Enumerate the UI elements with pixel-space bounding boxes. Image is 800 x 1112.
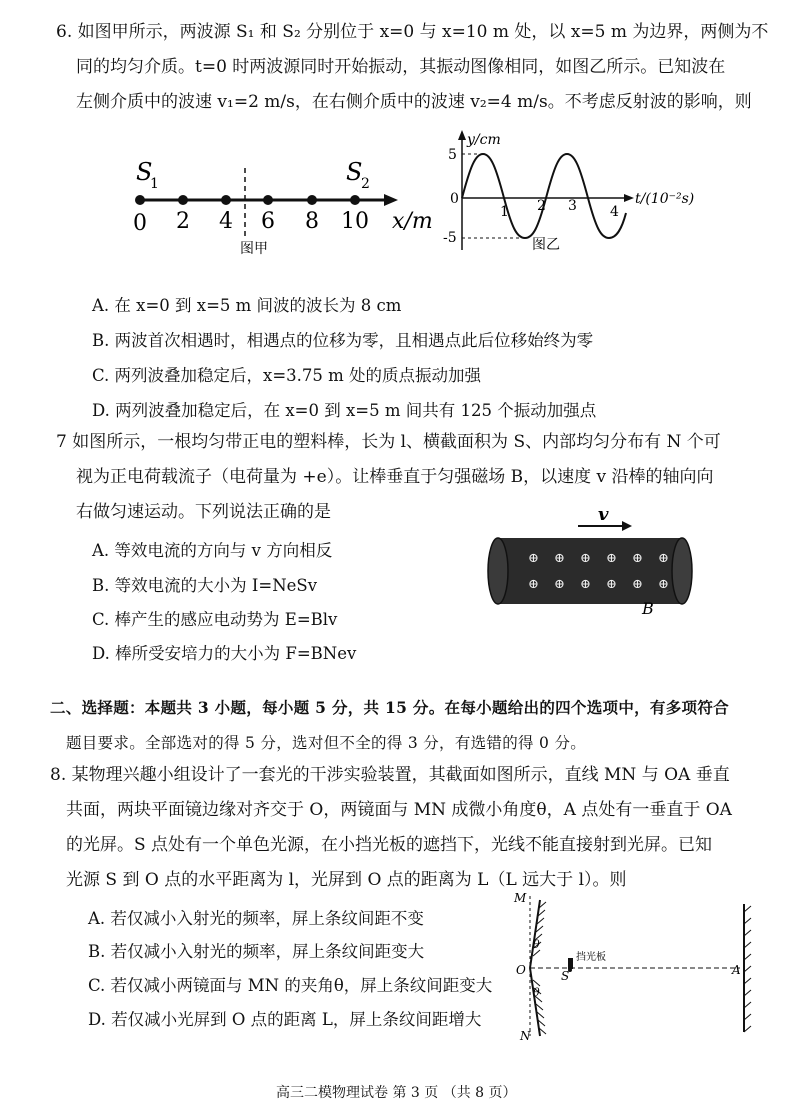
q6-option-d: D. 两列波叠加稳定后，在 x=0 到 x=5 m 间共有 125 个振动加强点 (92, 401, 597, 420)
t-tick-1: 1 (500, 204, 509, 220)
charge-symbol: ⊕ (580, 577, 591, 592)
q8-option-c: C. 若仅减小两镜面与 MN 的夹角θ，屏上条纹间距变大 (88, 976, 493, 995)
s2-label: S (346, 158, 363, 186)
section2-line-2: 题目要求。全部选对的得 5 分，选对但不全的得 3 分，有选错的得 0 分。 (66, 734, 587, 752)
q8-line-3: 的光屏。S 点处有一个单色光源，在小挡光板的遮挡下，光线不能直接射到光屏。已知 (66, 835, 713, 855)
sine-wave (462, 154, 626, 238)
dot-10 (350, 195, 360, 205)
dot-0 (135, 195, 145, 205)
tick-8: 8 (305, 209, 319, 234)
dot-2 (178, 195, 188, 205)
s1-subscript: 1 (150, 176, 159, 192)
dot-8 (307, 195, 317, 205)
t-tick-3: 3 (568, 198, 577, 214)
q7-line-3: 右做匀速运动。下列说法正确的是 (76, 502, 331, 522)
velocity-label: v (598, 504, 609, 525)
charge-symbol: ⊕ (580, 551, 591, 566)
caption-yi: 图乙 (532, 237, 560, 253)
tick-6: 6 (261, 209, 275, 234)
q8-option-b: B. 若仅减小入射光的频率，屏上条纹间距变大 (88, 942, 425, 961)
q8-line-4: 光源 S 到 O 点的水平距离为 l，光屏到 O 点的距离为 L（L 远大于 l）。则 (66, 870, 627, 890)
y-tick-5: 5 (448, 147, 457, 163)
rod-body (498, 538, 682, 604)
dot-6 (263, 195, 273, 205)
q7-rod-figure (486, 502, 706, 620)
q6-option-a: A. 在 x=0 到 x=5 m 间波的波长为 8 cm (92, 296, 402, 315)
y-axis-arrow (458, 130, 466, 140)
q6-option-c: C. 两列波叠加稳定后，x=3.75 m 处的质点振动加强 (92, 366, 482, 385)
q8-mirror-figure (506, 888, 770, 1046)
label-n: N (520, 1029, 531, 1043)
tick-10: 10 (341, 209, 369, 234)
label-a: A (732, 963, 741, 977)
q6-figure-jia (128, 158, 448, 258)
page-footer: 高三二模物理试卷 第 3 页 （共 8 页） (276, 1085, 517, 1101)
label-m: M (514, 891, 527, 905)
light-blocking-board (568, 958, 573, 969)
y-tick-0: 0 (450, 191, 459, 207)
q6-figure-yi (440, 128, 700, 256)
label-s: S (561, 969, 570, 983)
q6-option-b: B. 两波首次相遇时，相遇点的位移为零，且相遇点此后位移始终为零 (92, 331, 594, 350)
upper-mirror (530, 900, 540, 968)
screen-hatching (744, 906, 751, 1032)
charge-symbol: ⊕ (554, 577, 565, 592)
charge-symbol: ⊕ (606, 577, 617, 592)
x-axis-label: x/m (392, 209, 433, 234)
tick-2: 2 (176, 209, 190, 234)
y-tick-minus-5: -5 (443, 230, 457, 246)
velocity-arrow-head (622, 521, 632, 531)
tick-4: 4 (219, 209, 233, 234)
q7-option-a: A. 等效电流的方向与 v 方向相反 (92, 541, 333, 560)
t-tick-2: 2 (537, 198, 546, 214)
board-label: 挡光板 (576, 952, 606, 963)
q7-option-b: B. 等效电流的大小为 I=NeSv (92, 576, 318, 595)
t-axis-label: t/(10⁻²s) (635, 191, 695, 207)
caption-jia: 图甲 (240, 241, 268, 257)
s2-subscript: 2 (361, 176, 370, 192)
q8-line-1: 8. 某物理兴趣小组设计了一套光的干涉实验装置，其截面如图所示，直线 MN 与 OA 垂直 (50, 765, 730, 785)
charge-symbol: ⊕ (632, 551, 643, 566)
section2-line-1: 二、选择题：本题共 3 小题，每小题 5 分，共 15 分。在每小题给出的四个选项中，有多项符合 (50, 698, 729, 717)
theta-lower-label: θ (533, 986, 540, 999)
q7-option-c: C. 棒产生的感应电动势为 E=Blv (92, 610, 338, 629)
q6-line-3: 左侧介质中的波速 v₁=2 m/s，在右侧介质中的波速 v₂=4 m/s。不考虑反射波的影响，则 (76, 92, 752, 112)
label-o: O (516, 963, 526, 977)
charge-symbol: ⊕ (658, 551, 669, 566)
charge-symbol: ⊕ (528, 551, 539, 566)
q7-line-2: 视为正电荷载流子（电荷量为 +e）。让棒垂直于匀强磁场 B，以速度 v 沿棒的轴向向 (76, 467, 714, 487)
q8-line-2: 共面，两块平面镜边缘对齐交于 O，两镜面与 MN 成微小角度θ，A 点处有一垂直于 OA (66, 800, 732, 820)
t-tick-4: 4 (610, 204, 619, 220)
field-b-label: B (642, 599, 654, 618)
y-axis-label: y/cm (467, 132, 501, 148)
s1-label: S (136, 158, 153, 186)
charge-symbol: ⊕ (606, 551, 617, 566)
dot-4 (221, 195, 231, 205)
charge-symbol: ⊕ (554, 551, 565, 566)
lower-mirror (530, 968, 540, 1036)
q8-option-d: D. 若仅减小光屏到 O 点的距离 L，屏上条纹间距增大 (88, 1010, 482, 1029)
q8-option-a: A. 若仅减小入射光的频率，屏上条纹间距不变 (88, 909, 424, 928)
q7-option-d: D. 棒所受安培力的大小为 F=BNev (92, 644, 357, 663)
t-axis-arrow (624, 194, 634, 202)
rod-left-end (488, 538, 508, 604)
theta-upper-label: θ (533, 938, 540, 951)
charge-symbol: ⊕ (528, 577, 539, 592)
tick-0: 0 (133, 211, 147, 236)
rod-right-end (672, 538, 692, 604)
charge-symbol: ⊕ (658, 577, 669, 592)
charge-symbol: ⊕ (632, 577, 643, 592)
q7-line-1: 7 如图所示，一根均匀带正电的塑料棒，长为 l、横截面积为 S、内部均匀分布有 N 个可 (56, 432, 721, 452)
q6-line-2: 同的均匀介质。t=0 时两波源同时开始振动，其振动图像相同，如图乙所示。已知波在 (76, 57, 726, 77)
x-axis-arrow (384, 194, 398, 206)
q6-line-1: 6. 如图甲所示，两波源 S₁ 和 S₂ 分别位于 x=0 与 x=10 m 处，以 x=5 m 为边界，两侧为不 (56, 22, 769, 42)
